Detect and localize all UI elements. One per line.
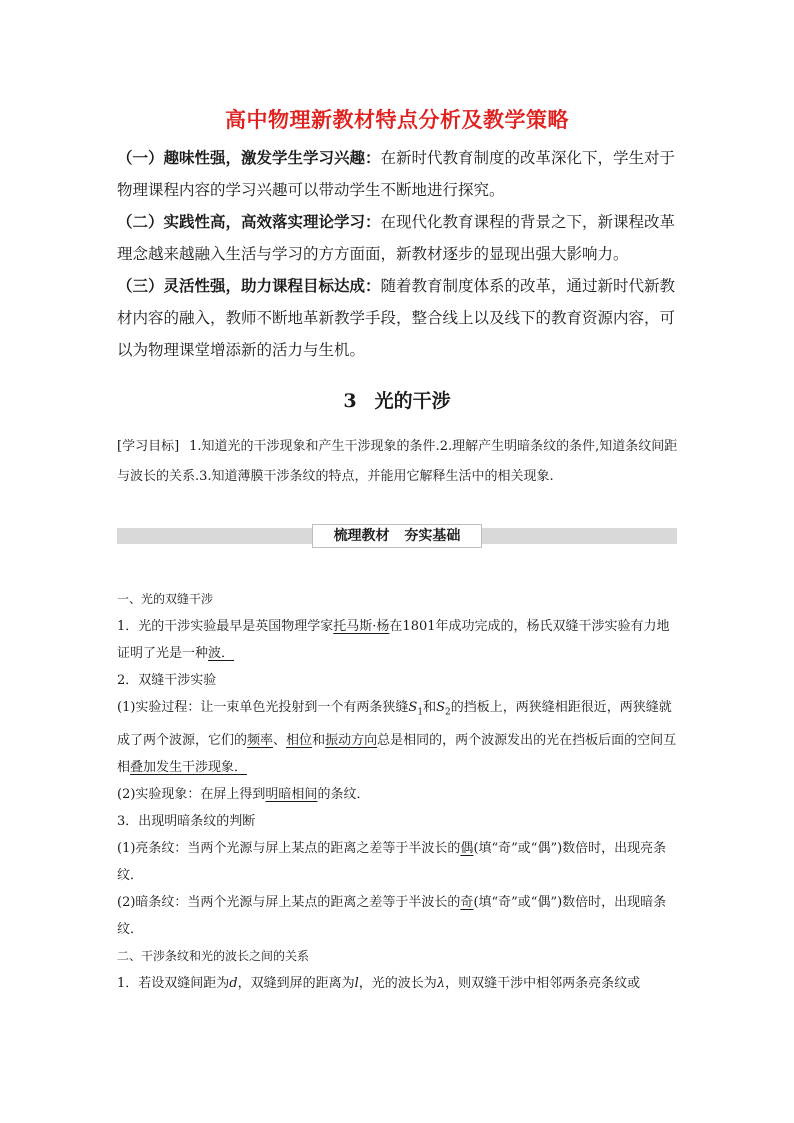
- learning-goals-text: 1.知道光的干涉现象和产生干涉现象的条件.2.理解产生明暗条纹的条件,知道条纹间距与波长的关系.3.知道薄膜干涉条纹的特点，并能用它解释生活中的相关现象.: [117, 439, 678, 484]
- learning-goals: [117, 432, 679, 492]
- paragraph-7: [117, 889, 679, 943]
- intro-paragraph-3: [117, 270, 679, 366]
- text-run: 1．若设双缝间距为: [117, 975, 230, 991]
- answer-underlined: 明暗相间: [265, 786, 318, 802]
- text-run: ，光的波长为: [358, 975, 437, 991]
- text-run: 1．光的干涉实验最早是英国物理学家: [117, 619, 334, 634]
- text-run: 和: [423, 700, 437, 715]
- symbol-s: S: [408, 700, 418, 715]
- text-run: (1)实验过程：让一束单色光投射到一个有两条狭缝: [117, 700, 409, 715]
- answer-underlined: 奇: [460, 894, 474, 910]
- paragraph-2: 2．双缝干涉实验: [117, 673, 217, 688]
- page-title: 高中物理新教材特点分析及教学策略: [225, 108, 569, 132]
- intro-heading-2: （二）实践性高，高效落实理论学习：: [117, 213, 381, 231]
- section-heading-2: 二、干涉条纹和光的波长之间的关系: [117, 948, 310, 963]
- subscript-2: 2: [444, 707, 451, 718]
- answer-underlined: 相位: [286, 732, 313, 748]
- section-bar-label: 梳理教材 夯实基础: [312, 524, 482, 548]
- text-run: 的条纹．: [317, 786, 370, 802]
- text-run: 在1801年成功完成的，杨氏双缝干涉实验有力地证明了光是一种: [117, 619, 670, 661]
- text-run: 的挡板上，两狭缝相距很近，两狭缝就成了两个波源，它们的: [117, 700, 672, 748]
- symbol-lambda: λ: [436, 975, 446, 991]
- paragraph-6: [117, 835, 679, 889]
- intro-text-3: 随着教育制度体系的改革，通过新时代新教材内容的融入，教师不断地革新教学手段，整合线上以及线下的教育资源内容，可以为物理课堂增添新的活力与生机。: [117, 277, 676, 359]
- lesson-name: 光的干涉: [374, 390, 451, 412]
- text-run: (2)实验现象：在屏上得到: [117, 786, 266, 802]
- paragraph-8: [117, 970, 679, 997]
- text-run: 总是相同的，两个波源发出的光在挡板后面的空间互相: [117, 732, 677, 775]
- text-run: (1)亮条纹：当两个光源与屏上某点的距离之差等于半波长的: [117, 840, 461, 856]
- answer-underlined: 频率: [247, 732, 274, 748]
- text-run: ，双缝到屏的距离为: [237, 975, 355, 991]
- answer-underlined: 振动方向: [325, 732, 378, 748]
- answer-underlined: 托马斯·杨: [333, 619, 390, 634]
- text-run: (2)暗条纹：当两个光源与屏上某点的距离之差等于半波长的: [117, 894, 461, 910]
- answer-underlined: 偶: [460, 840, 474, 856]
- intro-paragraph-2: [117, 206, 679, 270]
- text-run: 和: [312, 732, 326, 748]
- intro-heading-3: （三）灵活性强，助力课程目标达成：: [117, 277, 381, 295]
- symbol-l: l: [354, 975, 359, 991]
- answer-underlined: 波．: [208, 646, 235, 661]
- text-run: ，则双缝干涉中相邻两条亮条纹或: [445, 975, 641, 991]
- learning-goals-tag: [学习目标]: [117, 439, 180, 454]
- paragraph-1: [117, 613, 679, 667]
- lesson-number: 3: [343, 390, 357, 412]
- paragraph-5: 3．出现明暗条纹的判断: [117, 813, 256, 829]
- text-run: (填“奇”或“偶”)数倍时，出现暗条纹．: [117, 894, 667, 937]
- intro-text-2: 在现代化教育课程的背景之下，新课程改革理念越来越融入生活与学习的方方面面，新教材逐步的显现出强大影响力。: [117, 213, 676, 263]
- intro-heading-1: （一）趣味性强，激发学生学习兴趣：: [117, 149, 381, 167]
- intro-text-1: 在新时代教育制度的改革深化下，学生对于物理课程内容的学习兴趣可以带动学生不断地进行探究。: [117, 149, 676, 199]
- paragraph-4: [117, 781, 679, 808]
- section-heading-1: 一、光的双缝干涉: [117, 592, 214, 606]
- symbol-d: d: [229, 975, 238, 991]
- paragraph-3: [117, 694, 679, 781]
- text-run: 、: [273, 732, 287, 748]
- content-body: [117, 586, 679, 997]
- symbol-s: S: [436, 700, 445, 715]
- subscript-1: 1: [417, 707, 424, 718]
- answer-underlined: 叠加发生干涉现象．: [130, 759, 248, 775]
- text-run: (填“奇”或“偶”)数倍时，出现亮条纹．: [117, 840, 667, 883]
- intro-paragraph-1: [117, 142, 679, 206]
- lesson-title: [0, 386, 794, 413]
